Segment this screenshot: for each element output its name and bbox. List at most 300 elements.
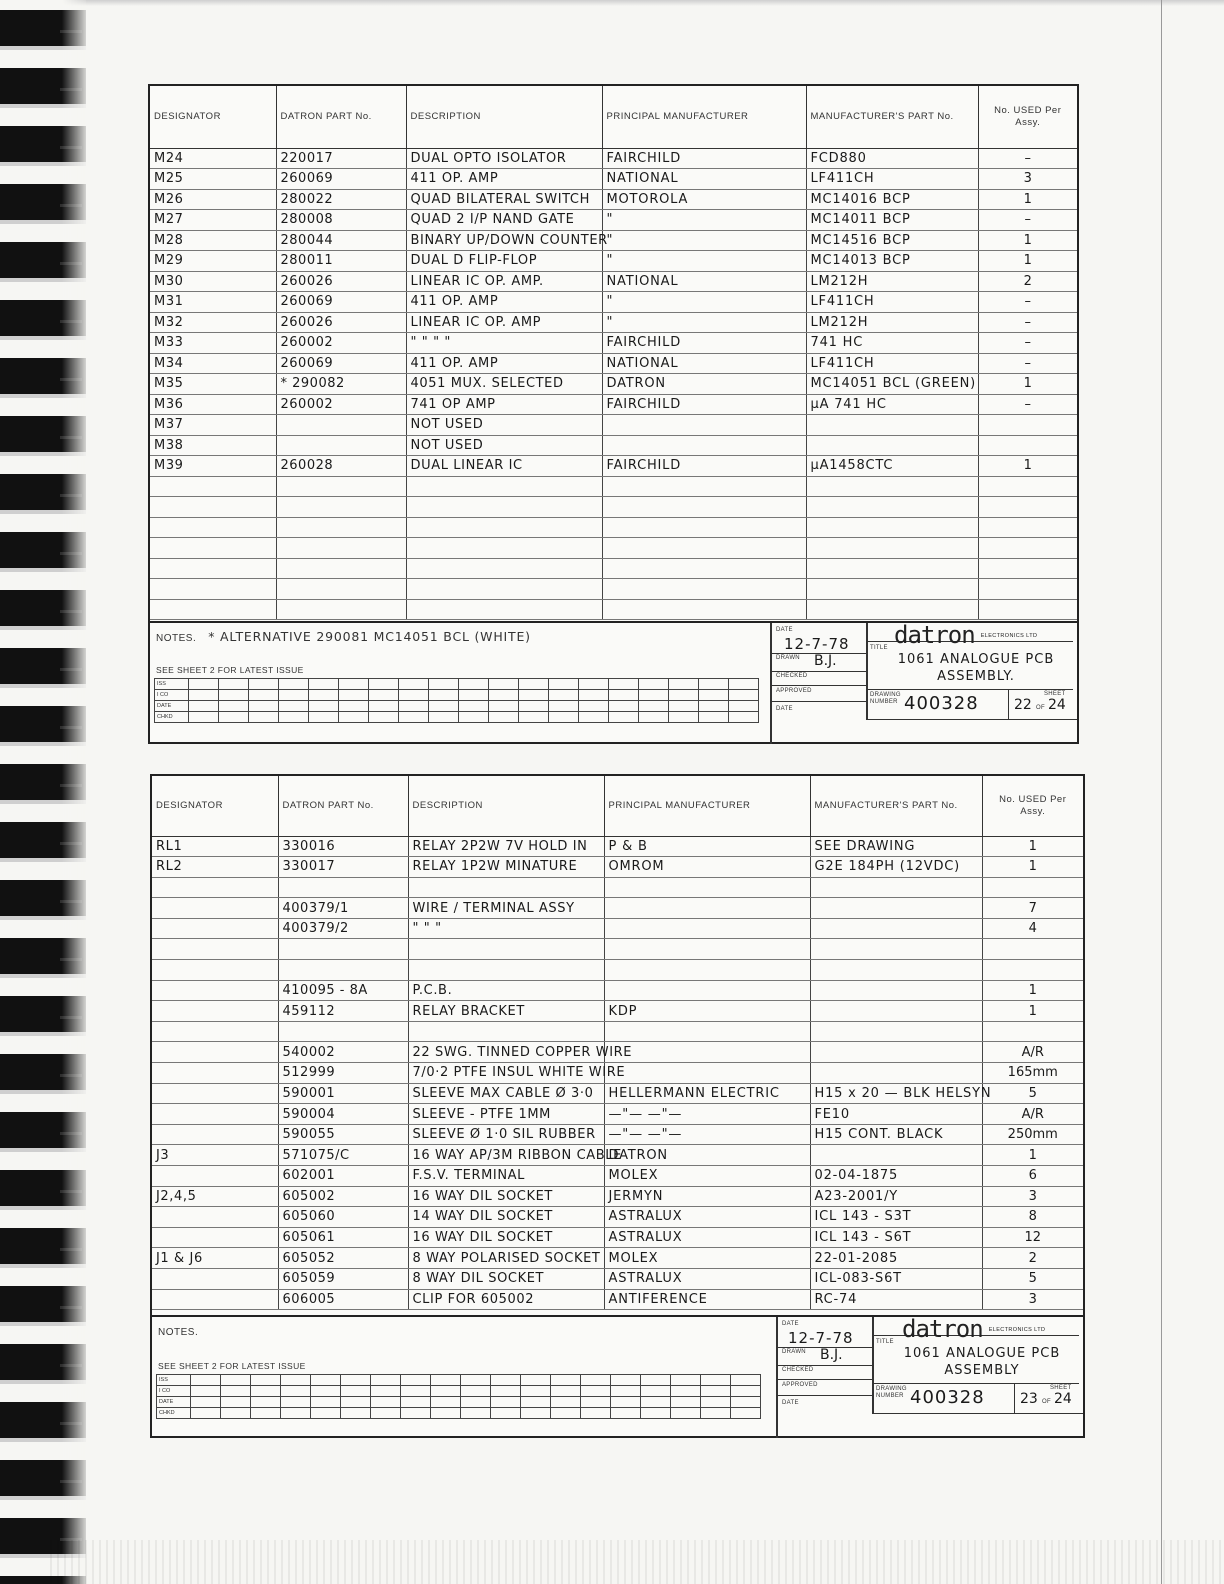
- manufacturer-part-cell: [810, 877, 982, 898]
- qty-cell: 5: [982, 1083, 1083, 1104]
- revision-cell: [401, 1397, 431, 1408]
- datron-part-cell: 590001: [278, 1083, 408, 1104]
- scan-right-edge: [1161, 0, 1162, 1584]
- company-suffix: ELECTRONICS LTD: [988, 1327, 1046, 1333]
- table-row: [152, 1227, 1083, 1248]
- designator-cell: [152, 877, 278, 898]
- manufacturer-part-cell: RC-74: [810, 1289, 982, 1310]
- revision-cell: [699, 701, 729, 712]
- table-row: [152, 1104, 1083, 1125]
- revision-cell: [431, 1375, 461, 1386]
- manufacturer-cell: [602, 579, 806, 600]
- revision-cell: [641, 1397, 671, 1408]
- description-cell: NOT USED: [406, 415, 602, 436]
- revision-cell: [669, 701, 699, 712]
- manufacturer-part-cell: [810, 960, 982, 981]
- qty-cell: 1: [982, 857, 1083, 878]
- manufacturer-part-cell: 741 HC: [806, 333, 978, 354]
- datron-part-cell: 400379/2: [278, 918, 408, 939]
- manufacturer-part-cell: ICL-083-S6T: [810, 1268, 982, 1289]
- table-row: [150, 210, 1077, 231]
- designator-cell: [152, 918, 278, 939]
- manufacturer-part-cell: [810, 980, 982, 1001]
- revision-cell: [609, 690, 639, 701]
- description-cell: 14 WAY DIL SOCKET: [408, 1207, 604, 1228]
- manufacturer-cell: [604, 1042, 810, 1063]
- company-logo: [894, 621, 1037, 649]
- header-principal-manufacturer: PRINCIPAL MANUFACTURER: [604, 776, 810, 836]
- qty-cell: 1: [982, 836, 1083, 857]
- table-row: [152, 1166, 1083, 1187]
- qty-cell: 1: [978, 251, 1077, 272]
- table-row: [150, 476, 1077, 497]
- manufacturer-cell: HELLERMANN ELECTRIC: [604, 1083, 810, 1104]
- revision-cell: [639, 701, 669, 712]
- manufacturer-cell: ": [602, 210, 806, 231]
- revision-cell: [309, 690, 339, 701]
- qty-cell: [978, 579, 1077, 600]
- manufacturer-cell: [604, 939, 810, 960]
- revision-cell: [341, 1375, 371, 1386]
- revision-cell: [279, 690, 309, 701]
- revision-row-label: I CO: [155, 690, 189, 701]
- table-body: [150, 148, 1077, 620]
- manufacturer-cell: NATIONAL: [602, 271, 806, 292]
- qty-cell: [982, 939, 1083, 960]
- designator-cell: [152, 1289, 278, 1310]
- revision-cell: [671, 1397, 701, 1408]
- manufacturer-cell: [602, 497, 806, 518]
- revision-cell: [191, 1397, 221, 1408]
- manufacturer-part-cell: MC14013 BCP: [806, 251, 978, 272]
- revision-cell: [189, 701, 219, 712]
- revision-grid: [154, 678, 759, 723]
- manufacturer-cell: FAIRCHILD: [602, 148, 806, 169]
- revision-cell: [371, 1408, 401, 1419]
- qty-cell: 12: [982, 1227, 1083, 1248]
- manufacturer-part-cell: [806, 476, 978, 497]
- header-manufacturer-part: MANUFACTURER'S PART No.: [810, 776, 982, 836]
- description-cell: NOT USED: [406, 435, 602, 456]
- manufacturer-part-cell: [810, 1145, 982, 1166]
- revision-cell: [489, 679, 519, 690]
- table-row: [150, 312, 1077, 333]
- table-row: [152, 960, 1083, 981]
- manufacturer-part-cell: LM212H: [806, 271, 978, 292]
- manufacturer-part-cell: µA 741 HC: [806, 394, 978, 415]
- designator-cell: [152, 939, 278, 960]
- revision-cell: [701, 1397, 731, 1408]
- manufacturer-part-cell: 22-01-2085: [810, 1248, 982, 1269]
- datron-part-cell: 605059: [278, 1268, 408, 1289]
- revision-cell: [281, 1375, 311, 1386]
- qty-cell: 2: [978, 271, 1077, 292]
- datron-part-cell: 512999: [278, 1063, 408, 1084]
- title-label: TITLE: [876, 1339, 894, 1345]
- revision-cell: [609, 679, 639, 690]
- revision-cell: [639, 712, 669, 723]
- date2-label: DATE: [776, 706, 793, 712]
- designator-cell: M34: [150, 353, 276, 374]
- revision-cell: [341, 1386, 371, 1397]
- title-block: [152, 1315, 1083, 1436]
- manufacturer-cell: DATRON: [604, 1145, 810, 1166]
- table-row: [150, 271, 1077, 292]
- revision-cell: [191, 1386, 221, 1397]
- designator-cell: [152, 1227, 278, 1248]
- see-sheet-note: SEE SHEET 2 FOR LATEST ISSUE: [156, 665, 304, 675]
- qty-cell: 3: [982, 1186, 1083, 1207]
- revision-cell: [339, 701, 369, 712]
- qty-cell: 1: [978, 189, 1077, 210]
- manufacturer-part-cell: G2E 184PH (12VDC): [810, 857, 982, 878]
- designator-cell: [150, 476, 276, 497]
- qty-cell: 6: [982, 1166, 1083, 1187]
- qty-cell: –: [978, 312, 1077, 333]
- drawn-label: DRAWN: [776, 655, 800, 661]
- checked-label: CHECKED: [776, 673, 808, 679]
- description-cell: 8 WAY DIL SOCKET: [408, 1268, 604, 1289]
- table-row: [150, 292, 1077, 313]
- datron-part-cell: 280044: [276, 230, 406, 251]
- revision-cell: [701, 1386, 731, 1397]
- table-row: [150, 374, 1077, 395]
- revision-cell: [309, 712, 339, 723]
- revision-cell: [399, 712, 429, 723]
- designator-cell: M31: [150, 292, 276, 313]
- sheet-total: 24: [1048, 697, 1066, 713]
- description-cell: " " ": [408, 918, 604, 939]
- manufacturer-cell: DATRON: [602, 374, 806, 395]
- datron-part-cell: 540002: [278, 1042, 408, 1063]
- revision-row-label: DATE: [155, 701, 189, 712]
- manufacturer-part-cell: [806, 579, 978, 600]
- revision-cell: [669, 690, 699, 701]
- drawn-label: DRAWN: [782, 1349, 806, 1355]
- revision-cell: [311, 1375, 341, 1386]
- manufacturer-part-cell: LF411CH: [806, 169, 978, 190]
- table-row: [152, 939, 1083, 960]
- revision-cell: [519, 701, 549, 712]
- revision-cell: [401, 1375, 431, 1386]
- title-value: 1061 ANALOGUE PCB ASSEMBLY: [903, 1346, 1061, 1378]
- revision-cell: [189, 679, 219, 690]
- datron-part-cell: 459112: [278, 1001, 408, 1022]
- datron-part-cell: 410095 - 8A: [278, 980, 408, 1001]
- company-name: datron: [894, 621, 975, 649]
- manufacturer-part-cell: H15 CONT. BLACK: [810, 1124, 982, 1145]
- qty-cell: –: [978, 292, 1077, 313]
- description-cell: 8 WAY POLARISED SOCKET: [408, 1248, 604, 1269]
- manufacturer-part-cell: [806, 538, 978, 559]
- designator-cell: [150, 538, 276, 559]
- manufacturer-cell: ": [602, 312, 806, 333]
- datron-part-cell: 571075/C: [278, 1145, 408, 1166]
- qty-cell: 250mm: [982, 1124, 1083, 1145]
- table-row: [152, 1268, 1083, 1289]
- manufacturer-cell: [604, 918, 810, 939]
- datron-part-cell: 602001: [278, 1166, 408, 1187]
- revision-cell: [369, 690, 399, 701]
- manufacturer-cell: P & B: [604, 836, 810, 857]
- qty-cell: –: [978, 394, 1077, 415]
- manufacturer-part-cell: H15 x 20 — BLK HELSYN: [810, 1083, 982, 1104]
- manufacturer-part-cell: [810, 898, 982, 919]
- revision-row-label: CHKD: [157, 1408, 191, 1419]
- table-header-row: [150, 86, 1077, 148]
- revision-cell: [639, 679, 669, 690]
- description-cell: DUAL D FLIP-FLOP: [406, 251, 602, 272]
- revision-cell: [221, 1375, 251, 1386]
- description-cell: BINARY UP/DOWN COUNTER: [406, 230, 602, 251]
- datron-part-cell: 605060: [278, 1207, 408, 1228]
- designator-cell: [152, 980, 278, 1001]
- description-cell: [406, 579, 602, 600]
- table-row: [150, 435, 1077, 456]
- designator-cell: [150, 517, 276, 538]
- qty-cell: 5: [982, 1268, 1083, 1289]
- description-cell: 22 SWG. TINNED COPPER WIRE: [408, 1042, 604, 1063]
- revision-cell: [729, 712, 759, 723]
- designator-cell: M30: [150, 271, 276, 292]
- description-cell: QUAD BILATERAL SWITCH: [406, 189, 602, 210]
- qty-cell: 165mm: [982, 1063, 1083, 1084]
- drawing-number: 400328: [910, 1387, 985, 1408]
- description-cell: 16 WAY AP/3M RIBBON CABLE: [408, 1145, 604, 1166]
- revision-cell: [611, 1375, 641, 1386]
- qty-cell: [978, 599, 1077, 620]
- manufacturer-part-cell: [810, 1063, 982, 1084]
- qty-cell: 7: [982, 898, 1083, 919]
- designator-cell: [152, 1042, 278, 1063]
- manufacturer-cell: ": [602, 251, 806, 272]
- header-designator: DESIGNATOR: [150, 86, 276, 148]
- qty-cell: 1: [982, 980, 1083, 1001]
- datron-part-cell: 280022: [276, 189, 406, 210]
- manufacturer-cell: KDP: [604, 1001, 810, 1022]
- revision-cell: [459, 712, 489, 723]
- revision-cell: [521, 1375, 551, 1386]
- manufacturer-part-cell: MC14516 BCP: [806, 230, 978, 251]
- revision-cell: [429, 712, 459, 723]
- revision-cell: [639, 690, 669, 701]
- description-cell: [406, 517, 602, 538]
- revision-cell: [249, 712, 279, 723]
- datron-part-cell: 260002: [276, 333, 406, 354]
- designator-cell: M25: [150, 169, 276, 190]
- revision-cell: [399, 701, 429, 712]
- revision-cell: [581, 1397, 611, 1408]
- header-description: DESCRIPTION: [408, 776, 604, 836]
- checked-label: CHECKED: [782, 1367, 814, 1373]
- header-description: DESCRIPTION: [406, 86, 602, 148]
- company-logo: [902, 1315, 1045, 1343]
- manufacturer-part-cell: SEE DRAWING: [810, 836, 982, 857]
- title-label: TITLE: [870, 645, 888, 651]
- table-row: [152, 1145, 1083, 1166]
- revision-cell: [729, 701, 759, 712]
- description-cell: QUAD 2 I/P NAND GATE: [406, 210, 602, 231]
- manufacturer-cell: JERMYN: [604, 1186, 810, 1207]
- revision-cell: [521, 1408, 551, 1419]
- designator-cell: J2,4,5: [152, 1186, 278, 1207]
- revision-row-label: CHKD: [155, 712, 189, 723]
- qty-cell: 1: [978, 374, 1077, 395]
- title-value: 1061 ANALOGUE PCB ASSEMBLY.: [897, 652, 1055, 684]
- description-cell: LINEAR IC OP. AMP: [406, 312, 602, 333]
- qty-cell: [978, 497, 1077, 518]
- notes: [156, 629, 531, 644]
- table-row: [152, 898, 1083, 919]
- parts-table: [150, 86, 1077, 620]
- revision-grid: [156, 1374, 761, 1419]
- datron-part-cell: [276, 517, 406, 538]
- revision-cell: [729, 679, 759, 690]
- designator-cell: M27: [150, 210, 276, 231]
- parts-list-sheet-22: [148, 84, 1079, 744]
- manufacturer-cell: MOLEX: [604, 1248, 810, 1269]
- revision-cell: [251, 1375, 281, 1386]
- datron-part-cell: [278, 939, 408, 960]
- revision-cell: [521, 1386, 551, 1397]
- designator-cell: [152, 1001, 278, 1022]
- table-row: [152, 877, 1083, 898]
- revision-cell: [339, 690, 369, 701]
- table-row: [152, 980, 1083, 1001]
- designator-cell: [152, 1268, 278, 1289]
- manufacturer-cell: ": [602, 292, 806, 313]
- table-row: [150, 353, 1077, 374]
- datron-part-cell: * 290082: [276, 374, 406, 395]
- table-row: [150, 251, 1077, 272]
- manufacturer-cell: ": [602, 230, 806, 251]
- description-cell: [406, 538, 602, 559]
- designator-cell: [150, 579, 276, 600]
- qty-cell: 8: [982, 1207, 1083, 1228]
- drawn-value: B.J.: [814, 653, 837, 669]
- date-label: DATE: [776, 627, 793, 633]
- description-cell: [406, 497, 602, 518]
- date-label: DATE: [782, 1321, 799, 1327]
- revision-cell: [191, 1408, 221, 1419]
- description-cell: 411 OP. AMP: [406, 353, 602, 374]
- revision-cell: [551, 1386, 581, 1397]
- sheet-label: SHEET: [1050, 1385, 1072, 1391]
- notes-label: NOTES.: [158, 1327, 199, 1338]
- revision-cell: [491, 1397, 521, 1408]
- description-cell: 16 WAY DIL SOCKET: [408, 1227, 604, 1248]
- designator-cell: M26: [150, 189, 276, 210]
- designator-cell: [152, 1104, 278, 1125]
- revision-cell: [671, 1408, 701, 1419]
- revision-cell: [549, 690, 579, 701]
- revision-cell: [551, 1375, 581, 1386]
- scan-noise: [50, 1540, 1224, 1584]
- manufacturer-part-cell: [810, 939, 982, 960]
- qty-cell: 1: [978, 456, 1077, 477]
- table-row: [152, 1021, 1083, 1042]
- manufacturer-part-cell: [806, 558, 978, 579]
- company-name: datron: [902, 1315, 983, 1343]
- datron-part-cell: 330016: [278, 836, 408, 857]
- revision-cell: [311, 1397, 341, 1408]
- designator-cell: [152, 960, 278, 981]
- revision-cell: [279, 712, 309, 723]
- manufacturer-part-cell: [810, 1021, 982, 1042]
- designator-cell: M32: [150, 312, 276, 333]
- datron-part-cell: [276, 579, 406, 600]
- manufacturer-cell: ASTRALUX: [604, 1268, 810, 1289]
- datron-part-cell: [276, 497, 406, 518]
- binding-spine: [0, 0, 86, 1584]
- of-label: OF: [1042, 1399, 1051, 1405]
- revision-cell: [341, 1397, 371, 1408]
- datron-part-cell: 260002: [276, 394, 406, 415]
- manufacturer-cell: [602, 599, 806, 620]
- revision-cell: [221, 1397, 251, 1408]
- datron-part-cell: 605002: [278, 1186, 408, 1207]
- header-datron-part: DATRON PART No.: [278, 776, 408, 836]
- manufacturer-cell: [604, 1063, 810, 1084]
- revision-row-label: ISS: [157, 1375, 191, 1386]
- designator-cell: M24: [150, 148, 276, 169]
- revision-cell: [489, 690, 519, 701]
- header-designator: DESIGNATOR: [152, 776, 278, 836]
- revision-cell: [251, 1397, 281, 1408]
- revision-cell: [369, 712, 399, 723]
- datron-part-cell: 590055: [278, 1124, 408, 1145]
- revision-cell: [731, 1375, 761, 1386]
- of-label: OF: [1036, 705, 1045, 711]
- table-row: [150, 394, 1077, 415]
- manufacturer-part-cell: [806, 415, 978, 436]
- manufacturer-part-cell: MC14051 BCL (GREEN): [806, 374, 978, 395]
- table-row: [152, 836, 1083, 857]
- revision-cell: [581, 1408, 611, 1419]
- datron-part-cell: [276, 476, 406, 497]
- revision-cell: [281, 1386, 311, 1397]
- revision-cell: [489, 712, 519, 723]
- qty-cell: 1: [982, 1145, 1083, 1166]
- description-cell: SLEEVE MAX CABLE Ø 3·0: [408, 1083, 604, 1104]
- revision-cell: [219, 690, 249, 701]
- table-header-row: [152, 776, 1083, 836]
- datron-part-cell: [276, 558, 406, 579]
- description-cell: [406, 558, 602, 579]
- notes-text: * ALTERNATIVE 290081 MC14051 BCL (WHITE): [208, 629, 531, 644]
- notes: [158, 1323, 210, 1338]
- designator-cell: [150, 497, 276, 518]
- manufacturer-part-cell: [806, 435, 978, 456]
- sheet-number: 22: [1014, 697, 1032, 713]
- revision-cell: [581, 1375, 611, 1386]
- designator-cell: M39: [150, 456, 276, 477]
- manufacturer-part-cell: LF411CH: [806, 292, 978, 313]
- manufacturer-cell: [602, 558, 806, 579]
- description-cell: [408, 939, 604, 960]
- description-cell: RELAY 1P2W MINATURE: [408, 857, 604, 878]
- datron-part-cell: [276, 599, 406, 620]
- header-datron-part: DATRON PART No.: [276, 86, 406, 148]
- table-row: [152, 1186, 1083, 1207]
- description-cell: " " " ": [406, 333, 602, 354]
- revision-cell: [491, 1408, 521, 1419]
- title-block: [150, 621, 1077, 742]
- revision-cell: [551, 1408, 581, 1419]
- revision-cell: [701, 1375, 731, 1386]
- manufacturer-cell: [602, 476, 806, 497]
- qty-cell: A/R: [982, 1104, 1083, 1125]
